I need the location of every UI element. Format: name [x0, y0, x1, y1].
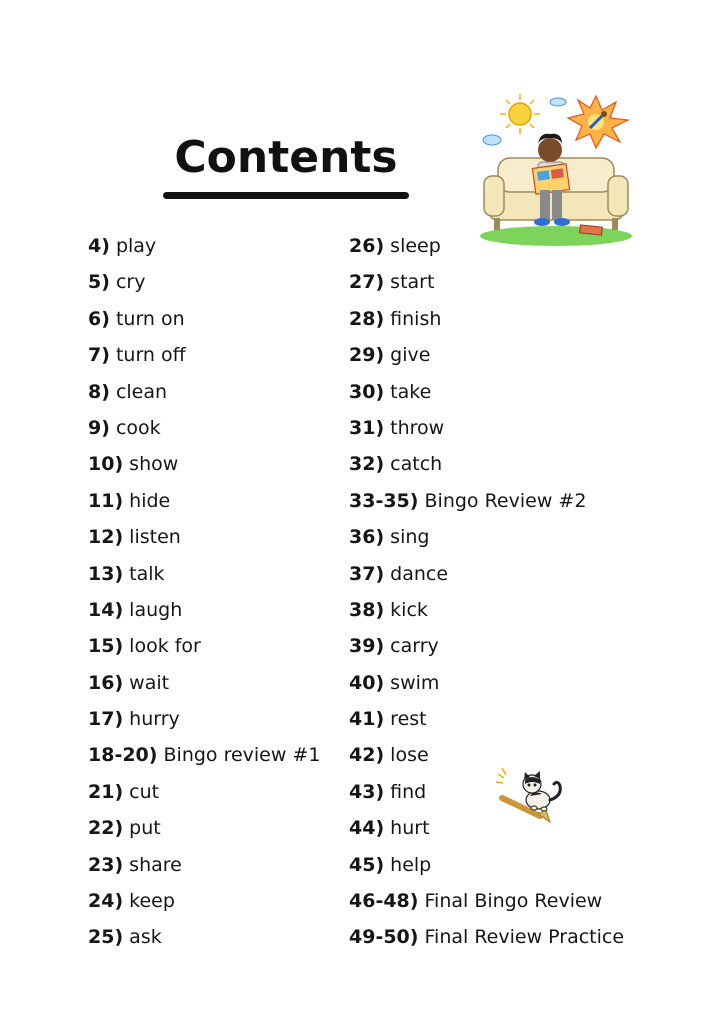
list-item: 44) hurt [349, 817, 430, 840]
list-item: 5) cry [88, 271, 146, 294]
list-item: 12) listen [88, 526, 181, 549]
list-item: 10) show [88, 453, 179, 476]
list-item: 26) sleep [349, 235, 441, 257]
list-item: 37) dance [349, 562, 449, 585]
list-item: 24) keep [88, 890, 175, 913]
list-item: 49-50) Final Review Practice [349, 926, 625, 949]
list-item: 18-20) Bingo review #1 [88, 744, 321, 767]
list-item: 25) ask [88, 926, 162, 949]
contents-left-column [88, 231, 320, 959]
list-item: 6) turn on [88, 307, 185, 330]
boy-reading-comic-on-sofa-icon [478, 88, 634, 248]
list-item: 45) help [349, 853, 432, 876]
list-item: 41) rest [349, 708, 427, 731]
list-item: 43) find [349, 780, 427, 803]
list-item: 21) cut [88, 780, 160, 803]
list-item: 13) talk [88, 562, 165, 585]
list-item: 28) finish [349, 307, 442, 330]
cat-riding-broom-icon [494, 766, 574, 826]
list-item: 22) put [88, 817, 161, 840]
list-item: 30) take [349, 380, 432, 403]
list-item: 15) look for [88, 635, 201, 658]
list-item: 11) hide [88, 489, 171, 512]
title-underline [163, 192, 409, 199]
list-item: 9) cook [88, 416, 161, 439]
list-item: 7) turn off [88, 344, 186, 367]
page-title: Contents [174, 132, 398, 183]
list-item: 27) start [349, 271, 435, 294]
list-item: 33-35) Bingo Review #2 [349, 489, 587, 512]
contents-right-column [349, 231, 624, 959]
list-item: 38) kick [349, 598, 428, 621]
list-item: 14) laugh [88, 598, 183, 621]
list-item: 46-48) Final Bingo Review [349, 890, 603, 913]
list-item: 4) play [88, 235, 157, 257]
list-item: 39) carry [349, 635, 439, 658]
list-item: 36) sing [349, 526, 430, 549]
list-item: 16) wait [88, 671, 170, 694]
list-item: 32) catch [349, 453, 443, 476]
list-item: 31) throw [349, 416, 445, 439]
list-item: 29) give [349, 344, 431, 367]
list-item: 42) lose [349, 744, 429, 767]
list-item: 8) clean [88, 380, 168, 403]
list-item: 23) share [88, 853, 182, 876]
list-item: 17) hurry [88, 708, 180, 731]
list-item: 40) swim [349, 671, 440, 694]
